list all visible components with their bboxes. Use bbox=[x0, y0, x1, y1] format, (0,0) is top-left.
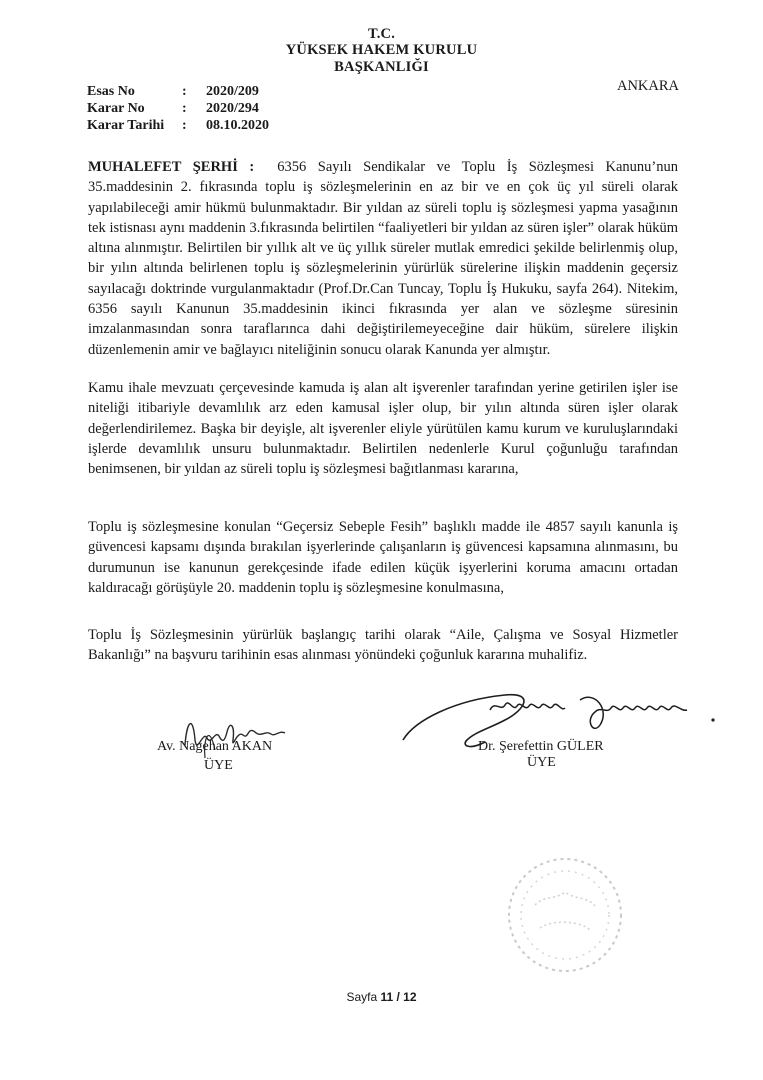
signature-1-scribble bbox=[175, 700, 295, 770]
paragraph-1 bbox=[88, 157, 678, 360]
esas-label: Esas No bbox=[87, 84, 135, 99]
page-footer bbox=[0, 990, 763, 1004]
paragraph-4: Toplu İş Sözleşmesinin yürürlük başlangıç tarihi olarak “Aile, Çalışma ve Sosyal Hizmetler Bakanlığı” na başvuru tarihinin esas alınması yönündeki çoğunluk kararına muhalifiz. bbox=[88, 627, 678, 664]
karar-row bbox=[87, 100, 269, 117]
signer-2-role: ÜYE bbox=[527, 755, 556, 770]
karar-colon: : bbox=[182, 101, 187, 116]
tarih-row bbox=[87, 117, 269, 134]
karar-value: 2020/294 bbox=[206, 101, 259, 116]
esas-value: 2020/209 bbox=[206, 84, 259, 99]
esas-colon: : bbox=[182, 84, 187, 99]
city-label: ANKARA bbox=[616, 78, 679, 94]
paragraph-3: Toplu iş sözleşmesine konulan “Geçersiz Sebeple Fesih” başlıklı madde ile 4857 sayılı kanunla iş güvencesi kapsamı dışında bırakılan işyerlerinde çalışanların iş güvencesi kapsamına alınmasını, bu durumunun ise kanunun gerekçesinde ifade edilen küçük işyerlerini koruma amacını ortadan kaldıracağı görüşüyle 20. maddenin toplu iş sözleşmesine konulmasına, bbox=[88, 519, 678, 596]
header-institution: YÜKSEK HAKEM KURULU bbox=[285, 42, 478, 58]
tarih-value: 08.10.2020 bbox=[206, 118, 269, 133]
case-meta bbox=[87, 83, 269, 134]
page-label: Sayfa bbox=[346, 990, 378, 1004]
esas-row bbox=[87, 83, 269, 100]
signer-1-name: Av. Nagehan AKAN bbox=[157, 739, 273, 754]
signer-1-role: ÜYE bbox=[204, 758, 233, 773]
karar-label: Karar No bbox=[87, 101, 145, 116]
paragraph-2: Kamu ihale mevzuatı çerçevesinde kamuda iş alan alt işverenler tarafından yerine getirilen işler ise niteliği itibariyle devamlılık arz eden kamusal işler olup, bir yılın altında süren işler olarak değerlendirilemez. Başka bir deyişle, alt işverenler eliyle yürütülen kamu kurum ve kuruluşlarındaki işlerde devamlılık unsuru bulunmaktadır. Belirtilen nedenlerle Kurul çoğunluğu tarafından benimsenen, bir yıldan az süreli toplu iş sözleşmesi bağıtlanması kararına, bbox=[88, 380, 678, 478]
paragraph-1-text: 6356 Sayılı Sendikalar ve Toplu İş Sözleşmesi Kanunu’nun 35.maddesinin 2. fıkrasında toplu iş sözleşmelerinin en az bir ve en çok üç yıl süreli olarak yapılabileceği amir hükmü bulunmaktadır. Bir yıldan az süreli toplu iş sözleşmesi yapma yasağının tek istisnası aynı maddenin 3.fıkrasında belirtilen “faaliyetleri bir yıldan az süren işler” olarak hüküm altına alınmıştır. Belirtilen bir yıllık alt ve üç yıllık süreler mutlak emredici şekilde belirlenmiş olup, bir yılın altında belirlenen toplu iş sözleşmelerinin yürürlük sürelerine ilişkin maddenin geçersiz sayılacağı doktrinde vurgulanmaktadır (Prof.Dr.Can Tuncay, Toplu İş Hukuku, sayfa 264). Nitekim, 6356 sayılı Kanunun 35.maddesinin ikinci fıkrasında yer alan ve sözleşme süresinin imzalanmasından sonra taraflarınca dahi değiştirilemeyeceğine dair hüküm, sürelere ilişkin düzenlemenin amir ve bağlayıcı niteliğinin sonucu olarak Kanunda yer almıştır. bbox=[88, 159, 678, 358]
tarih-label: Karar Tarihi bbox=[87, 118, 165, 133]
official-seal-stamp bbox=[495, 850, 635, 980]
header-presidency: BAŞKANLIĞI bbox=[334, 59, 429, 75]
page-number: 11 / 12 bbox=[380, 990, 417, 1004]
tarih-colon: : bbox=[182, 118, 187, 133]
dissent-heading: MUHALEFET ŞERHİ : bbox=[88, 159, 255, 175]
header-tc: T.C. bbox=[367, 26, 396, 42]
signer-2-name: Dr. Şerefettin GÜLER bbox=[478, 739, 604, 754]
